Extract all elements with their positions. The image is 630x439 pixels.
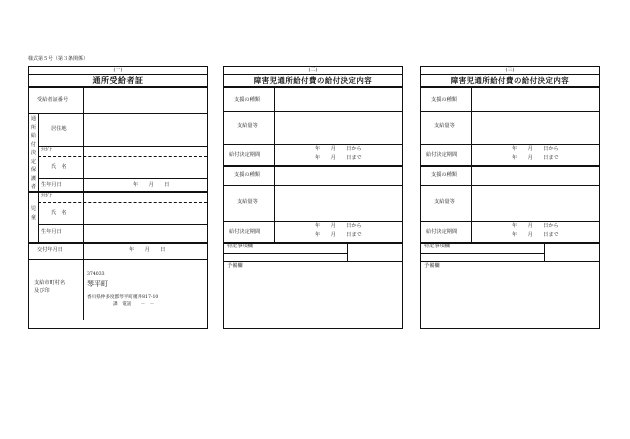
divider [544,244,545,261]
period-to: 年 月 日まで [315,155,362,161]
reserve-label: 予備欄 [227,263,243,269]
period-label: 給付決定期間 [229,229,261,235]
town-name: 琴平町 [87,280,108,288]
divider [38,156,207,158]
divider [421,221,599,222]
child-vertical-label: 児童 [30,206,37,221]
divider [421,165,599,167]
phone-label: 課 電話 － － [113,302,155,307]
support-type-label: 支援の種類 [234,97,260,103]
period-from: 年 月 日から [512,223,559,229]
reserve-label: 予備欄 [424,263,440,269]
divider [83,113,84,320]
benefit-decision-panel-3 [420,66,600,329]
period-from: 年 月 日から [315,223,362,229]
divider [224,185,402,186]
period-to: 年 月 日まで [512,155,559,161]
name-label: 氏 名 [51,164,67,170]
period-from: 年 月 日から [315,146,362,152]
panel-number: (二) [308,67,318,73]
divider [29,113,207,114]
panel-title: 障害児通所給付費の給付決定内容 [253,76,373,85]
issue-date-label: 交付年月日 [37,247,63,253]
divider [421,261,599,262]
divider [224,221,402,222]
form-number-label: 様式第５号（第３条関係） [28,56,89,62]
amount-label: 支給量等 [237,123,258,129]
period-to: 年 月 日まで [512,232,559,238]
amount-label: 支給量等 [237,199,258,205]
divider [29,86,207,88]
divider [224,165,402,167]
support-type-label: 支援の種類 [234,172,260,178]
special-notes-label: 特記事項欄 [424,243,450,249]
divider [38,202,207,204]
furigana-label: ﾌﾘｶﾞﾅ [41,148,52,153]
child-furigana-label: ﾌﾘｶﾞﾅ [41,194,52,199]
divider [29,259,207,260]
child-birthdate-label: 生年月日 [41,229,62,235]
town-address: 香川県仲多度郡琴平町榎井817-10 [87,295,159,300]
divider [83,88,84,113]
divider [421,144,599,145]
birthdate-label: 生年月日 [41,182,62,188]
divider [29,191,207,193]
support-type-label: 支援の種類 [431,97,457,103]
child-name-label: 氏 名 [51,210,67,216]
panel-number: (一) [113,67,123,73]
municipality-label: 支給市町村名 [34,280,66,286]
period-label: 給付決定期間 [229,152,261,158]
municipality-seal-label: 及び印 [34,288,50,294]
divider [224,261,402,262]
period-from: 年 月 日から [512,146,559,152]
birthdate-fields: 年 月 日 [133,182,170,188]
period-label: 給付決定期間 [426,152,458,158]
support-type-label: 支援の種類 [431,172,457,178]
divider [421,111,599,112]
postal-code: 374033 [87,272,105,277]
divider [38,224,207,225]
recipient-number-label: 受給者証番号 [37,97,69,103]
address-label: 居住地 [51,126,67,132]
decision-holder-vertical-label: 通所給付決定保護者 [30,116,37,190]
panel-title: 通所受給者証 [92,75,144,85]
benefit-decision-panel-2 [223,66,403,329]
divider [224,86,402,88]
divider [38,178,207,179]
issue-date-fields: 年 月 日 [129,247,166,253]
divider [224,144,402,145]
divider [421,185,599,186]
divider [38,146,207,147]
divider [347,244,348,261]
special-notes-label: 特記事項欄 [227,243,253,249]
panel-title: 障害児通所給付費の給付決定内容 [450,76,570,85]
divider [421,253,544,254]
amount-label: 支給量等 [434,199,455,205]
panel-number: (三) [505,67,515,73]
divider [38,191,39,242]
divider [29,242,207,244]
period-label: 給付決定期間 [426,229,458,235]
amount-label: 支給量等 [434,123,455,129]
divider [421,86,599,88]
divider [224,111,402,112]
divider [224,253,347,254]
recipient-certificate-panel [28,66,208,329]
period-to: 年 月 日まで [315,232,362,238]
